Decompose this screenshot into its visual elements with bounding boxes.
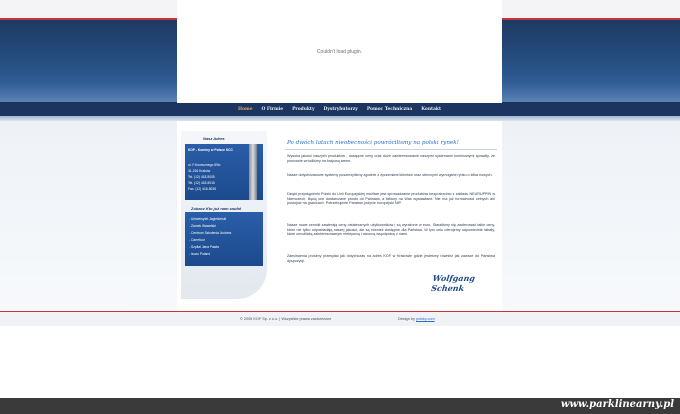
main-content <box>177 121 502 311</box>
watermark-text: www.parklinearny.pl <box>560 399 674 410</box>
nav-dystrybutorzy[interactable]: Dystrybutorzy <box>323 106 358 112</box>
client-item: - Uniwersytet Jagielloński <box>189 217 227 221</box>
client-item: - Isuzu Poland <box>189 252 211 256</box>
address-box <box>185 144 263 200</box>
footer <box>177 312 502 326</box>
plugin-error-message: Couldn't load plugin. <box>316 48 363 55</box>
main-nav <box>177 102 502 116</box>
nav-pomoc-techniczna[interactable]: Pomoc Techniczna <box>366 106 413 112</box>
signature: Wolfgang Schenk <box>430 273 476 293</box>
client-item: - Szpital Jana Pawła <box>189 245 219 249</box>
article-paragraph: Nasze dotychczasowe systemy poszerzyliśmy zgodnie z życzeniami klientów oraz obecnymi wymogami rynku o kilka nowych. <box>287 173 493 177</box>
client-item: - Carrefour <box>189 238 205 242</box>
chimney-image <box>249 144 257 200</box>
nav-o-firmie[interactable]: O Firmie <box>261 106 284 112</box>
nav-produkty[interactable]: Produkty <box>292 106 315 112</box>
phone-line: Tel. (12) 418-5015 <box>188 181 215 185</box>
plugin-placeholder[interactable] <box>177 0 502 103</box>
article-paragraph: Wysoka jakość naszych produktów , dostępne ceny oraz duże zainteresowanie naszymi systemami kominowymi sprawiły, że ponownie wróciliśmy na krajową arene. <box>287 154 495 163</box>
footer-copyright: © 2005 KOF Sp. z o.o. | Wszystkie prawa zastrzeżone <box>240 317 332 321</box>
watermark-bar <box>0 398 680 414</box>
sidebar <box>181 131 267 299</box>
clients-box <box>185 212 263 266</box>
design-link[interactable]: polsky.com <box>415 317 435 321</box>
article-title: Po dwóch latach nieobecności powróciłismy na polski rynek! <box>287 140 459 146</box>
nav-kontakt[interactable]: Kontakt <box>421 106 441 112</box>
company-name: KOF - Kominy w Polsce SCC <box>188 148 233 152</box>
footer-design-credit <box>398 317 435 321</box>
design-label: Design by <box>398 317 415 321</box>
client-item: - Centrum Szkolenia Junkers <box>189 231 232 235</box>
address-line: ul. F.Konecznego 6/5c <box>188 163 221 167</box>
nav-home[interactable]: Home <box>237 106 253 112</box>
address-title: Nasz Adres <box>203 136 225 141</box>
phone-line: Tel. (12) 418-5005 <box>188 175 215 179</box>
fax-line: Fax. (12) 418-5035 <box>188 187 217 191</box>
address-line: 31-216 Kraków <box>188 169 211 173</box>
clients-title: Zobacz Kto już nam zaufał <box>191 206 242 211</box>
article-divider <box>285 149 497 150</box>
client-item: - Zamek Wawelski <box>189 224 216 228</box>
article-paragraph: Nasze nowe cenniki zawierają ceny ostatecznych użytkowników i są wyrażone w euro. Staraliśmy się zaoferować takie ceny, które nie tylko odpowiadają naszej jakości, ale są również dostępne dla Państwa. W tym celu oferujemy odpowiednie rabaty, które umożliwią zainteresowanym efektywną i owocną współpracę z nami. <box>287 223 495 237</box>
article-paragraph: Zamówienia prosimy przesyłać jak dotychczas na adres KOF w Krakowie gdzie jesteśmy również jak zawsze do Państwa dyspozycji. <box>287 254 495 263</box>
article-paragraph: Dzięki przystąpieniu Polski do Unii Europejskiej możliwe jest sprowadzanie produktów bezpośrednio z zakładu NEURUPPIN w Niemczech. Będą one dostarczane prosto do Państwa, a faktury na Was wystawiane. Nie ma już formalności celnych ani postojów na granicach. Potrzebujecie Państwo jedynie europejski NIP. <box>287 192 495 206</box>
